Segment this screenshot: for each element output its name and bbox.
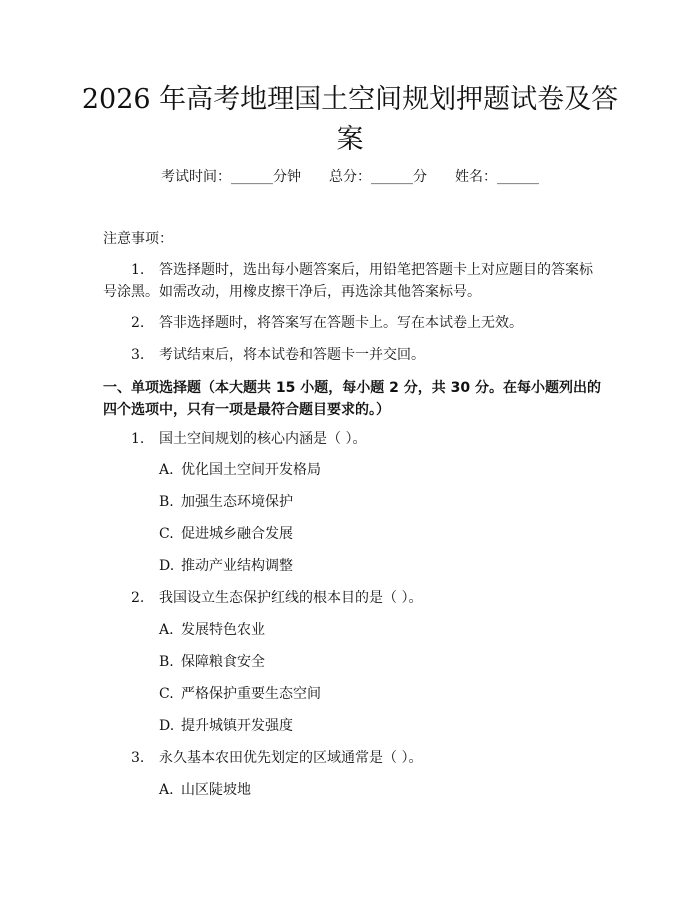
option-text: 严格保护重要生态空间	[181, 686, 321, 702]
option-letter: C.	[159, 686, 174, 702]
option-letter: C.	[159, 526, 174, 542]
notice-item-text: 答选择题时，选出每小题答案后，用铅笔把答题卡上对应题目的答案标号涂黑。如需改动，用橡皮擦干净后，再选涂其他答案标号。	[103, 262, 593, 300]
question-text: 我国设立生态保护红线的根本目的是（ ）。	[159, 590, 423, 606]
exam-time-field: 考试时间：______分钟	[161, 169, 301, 185]
notice-item-text: 考试结束后，将本试卷和答题卡一并交回。	[159, 347, 425, 363]
option	[159, 779, 599, 801]
option-text: 促进城乡融合发展	[181, 526, 293, 542]
name-field: 姓名：______	[455, 169, 539, 185]
option-letter: D.	[159, 718, 175, 734]
notice-item-text: 答非选择题时，将答案写在答题卡上。写在本试卷上无效。	[159, 315, 523, 331]
option-letter: A.	[159, 622, 174, 638]
option-text: 发展特色农业	[181, 622, 265, 638]
option-text: 山区陡坡地	[181, 782, 251, 798]
question-number: 2.	[131, 590, 145, 606]
notice-item-number: 3.	[131, 347, 145, 363]
notice-item	[103, 312, 603, 334]
option	[159, 715, 599, 737]
option	[159, 491, 599, 513]
option	[159, 619, 599, 641]
question-text: 国土空间规划的核心内涵是（ ）。	[159, 431, 367, 447]
notice-item-number: 1.	[131, 262, 145, 278]
option-letter: B.	[159, 494, 174, 510]
option-letter: A.	[159, 782, 174, 798]
question	[131, 428, 601, 450]
option-letter: D.	[159, 558, 175, 574]
option-text: 加强生态环境保护	[181, 494, 293, 510]
exam-meta	[0, 166, 700, 188]
option	[159, 459, 599, 481]
notice-item	[103, 344, 603, 366]
option-text: 保障粮食安全	[181, 654, 265, 670]
option	[159, 683, 599, 705]
option-text: 优化国土空间开发格局	[181, 462, 321, 478]
option-text: 推动产业结构调整	[181, 558, 293, 574]
option-text: 提升城镇开发强度	[181, 718, 293, 734]
question	[131, 587, 601, 609]
option	[159, 651, 599, 673]
notice-item	[103, 259, 603, 303]
option-letter: A.	[159, 462, 174, 478]
section-heading: 一、单项选择题（本大题共 15 小题，每小题 2 分，共 30 分。在每小题列出的四个选项中，只有一项是最符合题目要求的。）	[103, 380, 601, 418]
notice-item-number: 2.	[131, 315, 145, 331]
notice-heading: 注意事项：	[103, 231, 173, 247]
total-score-field: 总分：______分	[329, 169, 427, 185]
option-letter: B.	[159, 654, 174, 670]
question	[131, 747, 601, 769]
question-text: 永久基本农田优先划定的区域通常是（ ）。	[159, 750, 423, 766]
option	[159, 523, 599, 545]
question-number: 3.	[131, 750, 145, 766]
question-number: 1.	[131, 431, 145, 447]
page-title: 2026 年高考地理国土空间规划押题试卷及答案	[81, 84, 619, 155]
option	[159, 555, 599, 577]
